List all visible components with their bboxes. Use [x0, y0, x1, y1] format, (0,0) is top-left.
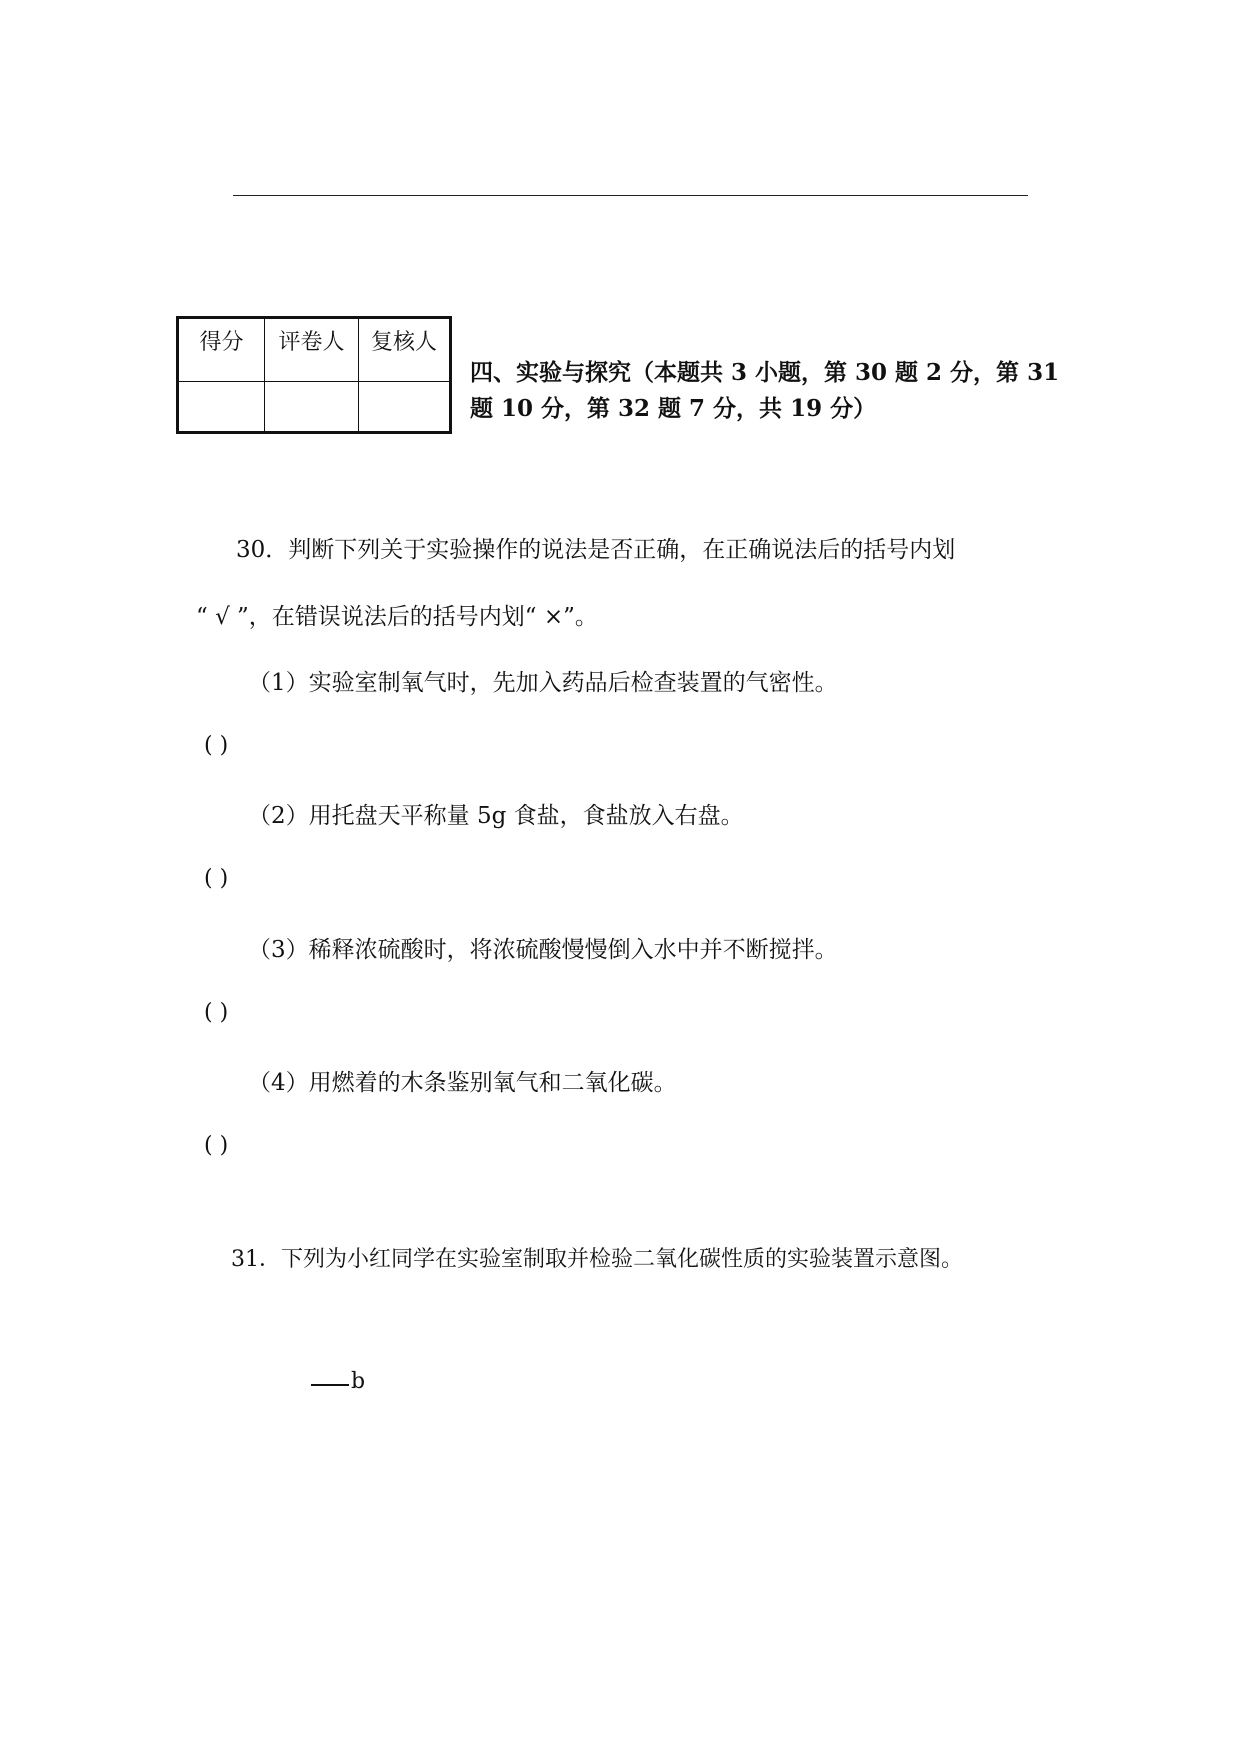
q30-intro-line2: “ √ ”，在错误说法后的括号内划“ ×”。 [196, 604, 598, 630]
section-title-line2: 题 10 分，第 32 题 7 分，共 19 分） [470, 395, 877, 422]
score-table [176, 316, 452, 434]
grader-header: 评卷人 [278, 330, 345, 355]
section-title-line1: 四、实验与探究（本题共 3 小题，第 30 题 2 分，第 31 [470, 359, 1060, 386]
q30-item-4: （4）用燃着的木条鉴别氧气和二氧化碳。 [248, 1070, 677, 1096]
figure-leader-line [311, 1384, 349, 1386]
q30-item-1: （1）实验室制氧气时，先加入药品后检查装置的气密性。 [248, 670, 838, 696]
q30-answer-2: ( ) [204, 866, 229, 891]
q30-answer-1: ( ) [204, 733, 229, 758]
q30-answer-4: ( ) [204, 1133, 229, 1158]
score-header: 得分 [199, 330, 244, 355]
q30-answer-3: ( ) [204, 1000, 229, 1025]
table-divider [179, 381, 449, 382]
reviewer-header: 复核人 [370, 330, 437, 355]
q30-intro-line1: 30．判断下列关于实验操作的说法是否正确，在正确说法后的括号内划 [236, 537, 956, 563]
q30-item-2: （2）用托盘天平称量 5g 食盐，食盐放入右盘。 [248, 803, 744, 829]
q30-item-3: （3）稀释浓硫酸时，将浓硫酸慢慢倒入水中并不断搅拌。 [248, 937, 838, 963]
section-title [470, 355, 1070, 427]
header-rule [233, 195, 1028, 196]
q31-intro: 31．下列为小红同学在实验室制取并检验二氧化碳性质的实验装置示意图。 [231, 1247, 963, 1272]
figure-label-b: b [351, 1369, 366, 1394]
